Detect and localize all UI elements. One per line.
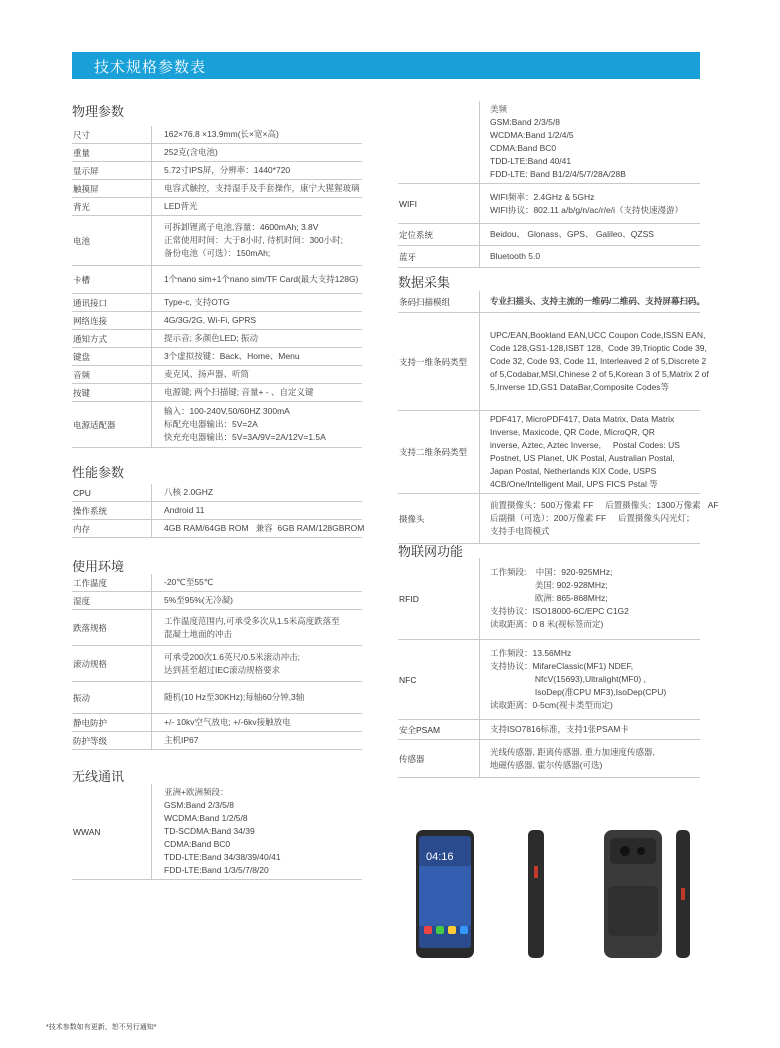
spec-row (72, 180, 362, 198)
spec-value-line: 读取距离：0 8 米(视标签而定) (490, 619, 604, 629)
spec-value (480, 291, 705, 312)
phone-clock: 04:16 (426, 851, 454, 863)
spec-value-line: 随机(10 Hz至30KHz);每轴60分钟,3轴 (164, 692, 305, 702)
spec-value-line: LED背光 (164, 201, 198, 211)
spec-row (72, 484, 362, 502)
spec-value-line: 支持手电筒模式 (490, 526, 550, 536)
spec-row (72, 402, 362, 448)
spec-label: 支持二维条码类型 (398, 411, 480, 493)
spec-value-line: 读取距离：0-5cm(视卡类型而定) (490, 700, 613, 710)
spec-label: 电池 (72, 216, 152, 265)
collection-table (398, 291, 719, 544)
spec-value-line: 4CB/One/Intelligent Mail, UPS FICS Pstal 等 (490, 479, 658, 489)
spec-value-line: 地磁传感器, 霍尔传感器(可选) (490, 759, 603, 770)
spec-label: 操作系统 (72, 502, 152, 519)
spec-row (72, 714, 362, 732)
spec-row (398, 740, 700, 778)
footnote: *技术参数如有更新，恕不另行通知* (46, 1024, 157, 1031)
spec-label: 通讯接口 (72, 294, 152, 311)
spec-value-line: 电容式触控，支持湿手及手套操作，康宁大猩猩玻璃 (164, 183, 360, 193)
spec-label: 支持一维条码类型 (398, 313, 480, 410)
spec-value-line: 欧洲: 865-868MHz; (490, 593, 608, 603)
spec-value-line: 162×76.8 ×13.9mm(长×宽×高) (164, 129, 279, 139)
spec-value-line: FDD-LTE:Band 1/3/5/7/8/20 (164, 865, 269, 875)
spec-value-line: 达到甚至超过IEC滚动规格要求 (164, 664, 281, 675)
collection-heading: 数据采集 (398, 275, 451, 290)
spec-row (72, 216, 362, 266)
spec-label: 背光 (72, 198, 152, 215)
spec-value-line: 前置摄像头：500万像素 FF 后置摄像头：1300万像素 AF (490, 500, 719, 510)
spec-value (152, 330, 258, 347)
spec-label: 定位系统 (398, 224, 480, 245)
spec-value-line: CDMA:Band BC0 (164, 839, 231, 849)
spec-value-line: Postnet, US Planet, UK Postal, Australian Postal, (490, 453, 675, 463)
spec-value (152, 348, 300, 365)
spec-value-line: 美频 (490, 104, 508, 114)
spec-value (480, 246, 540, 267)
spec-value (480, 640, 666, 719)
title-banner (72, 52, 700, 79)
spec-value (152, 682, 304, 713)
spec-value-line: WCDMA:Band 1/2/5/8 (164, 813, 248, 823)
physical-heading: 物理参数 (72, 104, 125, 119)
spec-label: 音频 (72, 366, 152, 383)
spec-value-line: TDD-LTE:Band 34/38/39/40/41 (164, 852, 281, 862)
spec-value-line: 工作温度范围内,可承受多次从1.5米高度跌落至 (164, 615, 340, 626)
spec-label: 湿度 (72, 592, 152, 609)
spec-value (152, 520, 364, 537)
spec-label: WIFI (398, 184, 480, 223)
spec-label: 尺寸 (72, 126, 152, 143)
spec-row (398, 101, 700, 184)
spec-row (398, 494, 719, 544)
spec-row (398, 184, 700, 224)
spec-value-line: 4G/3G/2G, Wi-Fi, GPRS (164, 315, 257, 325)
spec-row (72, 198, 362, 216)
wireless-continued-table (398, 101, 700, 268)
spec-label: 重量 (72, 144, 152, 161)
spec-row (72, 520, 365, 538)
spec-value-line: 后副摄（可选）：200万像素 FF 后置摄像头闪光灯； (490, 513, 695, 523)
performance-heading: 性能参数 (72, 465, 125, 480)
spec-value (152, 732, 199, 749)
spec-value-line: PDF417, MicroPDF417, Data Matrix, Data Matrix (490, 414, 675, 424)
spec-label: 按键 (72, 384, 152, 401)
spec-value (480, 313, 709, 410)
spec-label: 内存 (72, 520, 152, 537)
spec-row (398, 313, 709, 411)
phone-back-image (604, 830, 662, 958)
spec-row (72, 266, 362, 294)
spec-value-line: 标配充电器输出：5V=2A (164, 419, 258, 429)
spec-value-line: GSM:Band 2/3/5/8 (490, 117, 560, 127)
spec-value-line: 可承受200次1.6英尺/0.5米滚动冲击; (164, 651, 301, 662)
spec-row (72, 312, 362, 330)
spec-value-line: 混凝土地面的冲击 (164, 628, 233, 639)
spec-value-line: Code 128,GS1-128,ISBT 128, Code 39,Trioptic Code 39, (490, 343, 707, 353)
spec-value-line: 八核 2.0GHZ (164, 487, 214, 497)
spec-value-line: NfcV(15693),Ultralight(MF0) , (490, 674, 646, 684)
spec-value-line: 4GB RAM/64GB ROM 兼容 6GB RAM/128GBROM (164, 523, 365, 533)
spec-value-line: of 5,Codabar,MSI,Chinese 2 of 5,Korean 3 of 5,Matrix 2 of (490, 369, 709, 379)
spec-value-line: 工作频段: 中国：920-925MHz; (490, 567, 613, 577)
spec-value (480, 720, 629, 739)
spec-value (152, 784, 281, 879)
spec-value-line: 主机IP67 (164, 735, 199, 745)
spec-label: 安全PSAM (398, 720, 480, 739)
spec-value-line: 1个nano sim+1个nano sim/TF Card(最大支持128G) (164, 274, 359, 284)
spec-value-line: 3个虚拟按键：Back、Home、Menu (164, 351, 300, 361)
spec-value-line: WIFI协议：802.11 a/b/g/n/ac/r/e/i（支持快速漫游） (490, 204, 684, 215)
spec-row (72, 784, 362, 880)
spec-value-line: WIFI频率：2.4GHz & 5GHz (490, 191, 595, 202)
spec-row (72, 732, 362, 750)
environment-heading: 使用环境 (72, 559, 125, 574)
spec-label (398, 101, 480, 183)
spec-row (72, 682, 362, 714)
wireless-table (72, 784, 362, 880)
spec-label: 传感器 (398, 740, 480, 777)
spec-label: 滚动规格 (72, 646, 152, 681)
spec-value-line: UPC/EAN,Bookland EAN,UCC Coupon Code,ISSN EAN, (490, 330, 706, 340)
spec-value (152, 366, 249, 383)
spec-label: RFID (398, 558, 480, 639)
spec-value-line: -20℃至55℃ (164, 577, 214, 587)
spec-row (72, 144, 362, 162)
spec-value-line: 252克(含电池) (164, 147, 218, 157)
spec-value (152, 144, 218, 161)
spec-row (72, 348, 362, 366)
spec-value (152, 126, 279, 143)
phone-side-image-2 (676, 830, 690, 958)
spec-label: 显示屏 (72, 162, 152, 179)
spec-row (398, 291, 705, 313)
spec-value-line: Android 11 (164, 505, 205, 515)
performance-table (72, 484, 365, 538)
device-images (410, 826, 710, 966)
spec-row (72, 294, 362, 312)
spec-value (152, 402, 326, 447)
spec-label: CPU (72, 484, 152, 501)
spec-value-line: 5,Inverse 1D,GS1 DataBar,Composite Codes等 (490, 382, 670, 392)
spec-value (480, 494, 719, 543)
spec-value-line: 工作频段：13.56MHz (490, 648, 572, 658)
spec-value-line: 专业扫描头、支持主流的一维码/二维码、支持屏幕扫码。 (490, 296, 705, 306)
spec-value-line: 美国: 902-928MHz; (490, 580, 608, 590)
spec-row (72, 592, 362, 610)
spec-value (152, 574, 213, 591)
spec-value (152, 484, 213, 501)
spec-value-line: inverse, Aztec, Aztec Inverse, Postal Codes: US (490, 440, 680, 450)
spec-value-line: FDD-LTE: Band B1/2/4/5/7/28A/28B (490, 169, 626, 179)
wireless-heading: 无线通讯 (72, 769, 125, 784)
spec-label: 蓝牙 (398, 246, 480, 267)
spec-value (480, 101, 626, 183)
spec-row (72, 502, 362, 520)
spec-value (480, 224, 654, 245)
spec-value-line: 备份电池（可选）：150mAh; (164, 248, 271, 258)
spec-value-line: 输入：100-240V,50/60HZ 300mA (164, 406, 290, 416)
spec-value-line: 光线传感器, 距离传感器, 重力加速度传感器, (490, 746, 655, 757)
spec-label: 通知方式 (72, 330, 152, 347)
physical-table (72, 126, 362, 448)
spec-value (152, 294, 230, 311)
spec-label: 防护等级 (72, 732, 152, 749)
spec-value (152, 384, 313, 401)
spec-value-line: +/- 10kv空气放电; +/-6kv接触放电 (164, 717, 291, 727)
spec-row (72, 330, 362, 348)
spec-row (398, 246, 700, 268)
spec-row (398, 224, 700, 246)
spec-value-line: 电源键; 两个扫描键; 音量+ - 、自定义键 (164, 387, 314, 397)
page-title: 技术规格参数表 (94, 59, 207, 76)
spec-value (480, 184, 683, 223)
spec-row (72, 646, 362, 682)
spec-row (72, 366, 362, 384)
spec-row (398, 558, 700, 640)
spec-value-line: 5.72寸IPS屏，分辨率：1440*720 (164, 165, 291, 175)
spec-row (398, 720, 700, 740)
spec-value-line: CDMA:Band BC0 (490, 143, 557, 153)
environment-table (72, 574, 362, 750)
spec-label: 卡槽 (72, 266, 152, 293)
spec-label: 摄像头 (398, 494, 480, 543)
spec-value-line: 提示音; 多颜色LED; 振动 (164, 333, 258, 343)
spec-label: 工作温度 (72, 574, 152, 591)
spec-value-line: Type-c, 支持OTG (164, 297, 230, 307)
spec-value (152, 216, 343, 265)
spec-value-line: 亚洲+欧洲频段： (164, 787, 229, 797)
spec-value-line: 正常使用时间：大于8小时, 待机时间：300小时; (164, 235, 343, 245)
spec-value-line: 支持ISO7816标准，支持1张PSAM卡 (490, 724, 629, 734)
spec-value-line: Inverse, Maxicode, QR Code, MicroQR, QR (490, 427, 655, 437)
spec-value-line: 快充充电器输出：5V=3A/9V=2A/12V=1.5A (164, 432, 326, 442)
spec-value (152, 592, 233, 609)
spec-label: 静电防护 (72, 714, 152, 731)
spec-label: 跌落规格 (72, 610, 152, 645)
spec-value (480, 558, 629, 639)
spec-value-line: GSM:Band 2/3/5/8 (164, 800, 234, 810)
spec-value (152, 646, 300, 681)
spec-row (72, 384, 362, 402)
spec-value-line: 支持协议：MifareClassic(MF1) NDEF, (490, 661, 634, 671)
spec-value-line: TDD-LTE:Band 40/41 (490, 156, 572, 166)
spec-row (398, 411, 700, 494)
spec-value (152, 502, 204, 519)
spec-value (152, 610, 340, 645)
phone-side-image-1 (528, 830, 544, 958)
iot-table (398, 558, 700, 778)
spec-value (480, 411, 680, 493)
spec-value (152, 312, 256, 329)
spec-value (152, 266, 358, 293)
phone-front-image (416, 830, 474, 958)
spec-value-line: 5%至95%(无冷凝) (164, 595, 233, 605)
spec-value-line: 可拆卸锂离子电池,容量：4600mAh; 3.8V (164, 222, 319, 232)
spec-value-line: Bluetooth 5.0 (490, 251, 541, 261)
spec-value (152, 180, 360, 197)
spec-value-line: IsoDep(准CPU MF3),IsoDep(CPU) (490, 687, 667, 697)
spec-value-line: TD-SCDMA:Band 34/39 (164, 826, 255, 836)
spec-label: 网络连接 (72, 312, 152, 329)
spec-row (72, 574, 362, 592)
spec-label: 振动 (72, 682, 152, 713)
iot-heading: 物联网功能 (398, 544, 464, 559)
spec-value-line: Code 32, Code 93, Code 11, Interleaved 2 of 5,Discrete 2 (490, 356, 707, 366)
spec-row (398, 640, 700, 720)
spec-label: 触摸屏 (72, 180, 152, 197)
spec-label: 键盘 (72, 348, 152, 365)
spec-value (480, 740, 655, 777)
spec-value-line: Beidou、 Glonass、GPS、 Galileo、QZSS (490, 229, 654, 239)
spec-value (152, 714, 291, 731)
spec-row (72, 126, 362, 144)
spec-label: NFC (398, 640, 480, 719)
spec-label: 电源适配器 (72, 402, 152, 447)
spec-row (72, 162, 362, 180)
spec-value-line: WCDMA:Band 1/2/4/5 (490, 130, 574, 140)
spec-value-line: Japan Postal, Netherlands KIX Code, USPS (490, 466, 657, 476)
spec-value (152, 198, 198, 215)
spec-label: 条码扫描模组 (398, 291, 480, 312)
spec-value (152, 162, 290, 179)
spec-value-line: 麦克风、扬声器、听筒 (164, 369, 250, 379)
spec-label: WWAN (72, 784, 152, 879)
spec-row (72, 610, 362, 646)
spec-value-line: 支持协议：ISO18000-6C/EPC C1G2 (490, 606, 629, 616)
